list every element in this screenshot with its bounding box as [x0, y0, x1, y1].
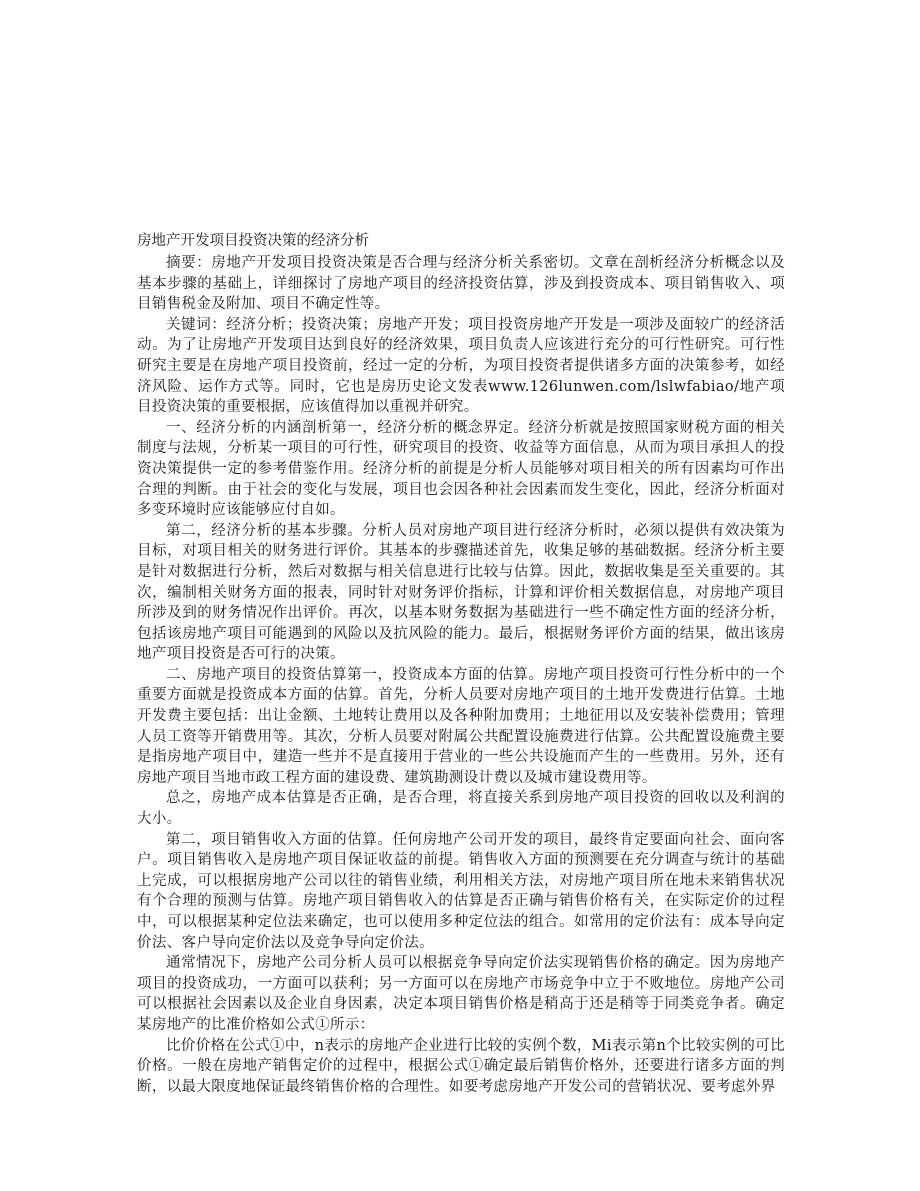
formula-paragraph: 比价价格在公式①中，n表示的房地产企业进行比较的实例个数，Mi表示第n个比较实例的可比价格。一般在房地产销售定价的过程中，根据公式①确定最后销售价格外，还要进行诸多方面的判断，以最大限度地保证最终销售价格的合理性。如要考虑房地产开发公司的营销状况、要考虑外界: [137, 1037, 785, 1095]
pricing-paragraph: 通常情况下，房地产公司分析人员可以根据竞争导向定价法实现销售价格的确定。因为房地产项目的投资成功，一方面可以获利；另一方面可以在房地产市场竞争中立于不败地位。房地产公司可以根据社会因素以及企业自身因素，决定本项目销售价格是稍高于还是稍等于同类竞争者。确定某房地产的比准价格如公式①所示：: [137, 955, 785, 1033]
analysis-steps-paragraph: 第二，经济分析的基本步骤。分析人员对房地产项目进行经济分析时，必须以提供有效决策为目标，对项目相关的财务进行评价。其基本的步骤描述首先，收集足够的基础数据。经济分析主要是针对数据进行分析，然后对数据与相关信息进行比较与估算。因此，数据收集是至关重要的。其次，编制相关财务方面的报表，同时针对财务评价指标，计算和评价相关数据信息，对房地产项目所涉及到的财务情况作出评价。再次，以基本财务数据为基础进行一些不确定性方面的经济分析，包括该房地产项目可能遇到的风险以及抗风险的能力。最后，根据财务评价方面的结果，做出该房地产项目投资是否可行的决策。: [137, 522, 785, 663]
cost-summary-paragraph: 总之，房地产成本估算是否正确，是否合理，将直接关系到房地产项目投资的回收以及利润的大小。: [137, 790, 785, 828]
keywords-paragraph: 关键词：经济分析；投资决策；房地产开发；项目投资房地产开发是一项涉及面较广的经济活动。为了让房地产开发项目达到良好的经济效果，项目负责人应该进行充分的可行性研究。可行性研究主要是在房地产项目投资前，经过一定的分析，为项目投资者提供诸多方面的决策参考，如经济风险、运作方式等。同时，它也是房历史论文发表www.126lunwen.com/lslwfabiao/地产项目投资决策的重要根据，应该值得加以重视并研究。: [137, 316, 785, 416]
document-page: [137, 229, 785, 1097]
sales-revenue-paragraph: 第二，项目销售收入方面的估算。任何房地产公司开发的项目，最终肯定要面向社会、面向客户。项目销售收入是房地产项目保证收益的前提。销售收入方面的预测要在充分调查与统计的基础上完成，可以根据房地产公司以往的销售业绩，利用相关方法，对房地产项目所在地未来销售状况有个合理的预测与估算。房地产项目销售收入的估算是否正确与销售价格有关，在实际定价的过程中，可以根据某种定位法来确定，也可以使用多种定位法的组合。如常用的定价法有：成本导向定价法、客户导向定价法以及竞争导向定价法。: [137, 831, 785, 951]
document-title: 房地产开发项目投资决策的经济分析: [137, 233, 369, 249]
abstract-paragraph: 摘要：房地产开发项目投资决策是否合理与经济分析关系密切。文章在剖析经济分析概念以及基本步骤的基础上，详细探讨了房地产项目的经济投资估算，涉及到投资成本、项目销售收入、项目销售税金及附加、项目不确定性等。: [137, 255, 785, 313]
section-1-paragraph: 一、经济分析的内涵剖析第一，经济分析的概念界定。经济分析就是按照国家财税方面的相关制度与法规，分析某一项目的可行性，研究项目的投资、收益等方面信息，从而为项目承担人的投资决策提供一定的参考借鉴作用。经济分析的前提是分析人员能够对项目相关的所有因素均可作出合理的判断。由于社会的变化与发展，项目也会因各种社会因素而发生变化，因此，经济分析面对多变环境时应该能够应付自如。: [137, 419, 785, 519]
section-2-paragraph: 二、房地产项目的投资估算第一，投资成本方面的估算。房地产项目投资可行性分析中的一个重要方面就是投资成本方面的估算。首先，分析人员要对房地产项目的土地开发费进行估算。土地开发费主要包括：出让金额、土地转让费用以及各种附加费用；土地征用以及安装补偿费用；管理人员工资等开销费用等。其次，分析人员要对附属公共配置设施费进行估算。公共配置设施费主要是指房地产项目中，建造一些并不是直接用于营业的一些公共设施而产生的一些费用。另外，还有房地产项目当地市政工程方面的建设费、建筑勘测设计费以及城市建设费用等。: [137, 666, 785, 786]
